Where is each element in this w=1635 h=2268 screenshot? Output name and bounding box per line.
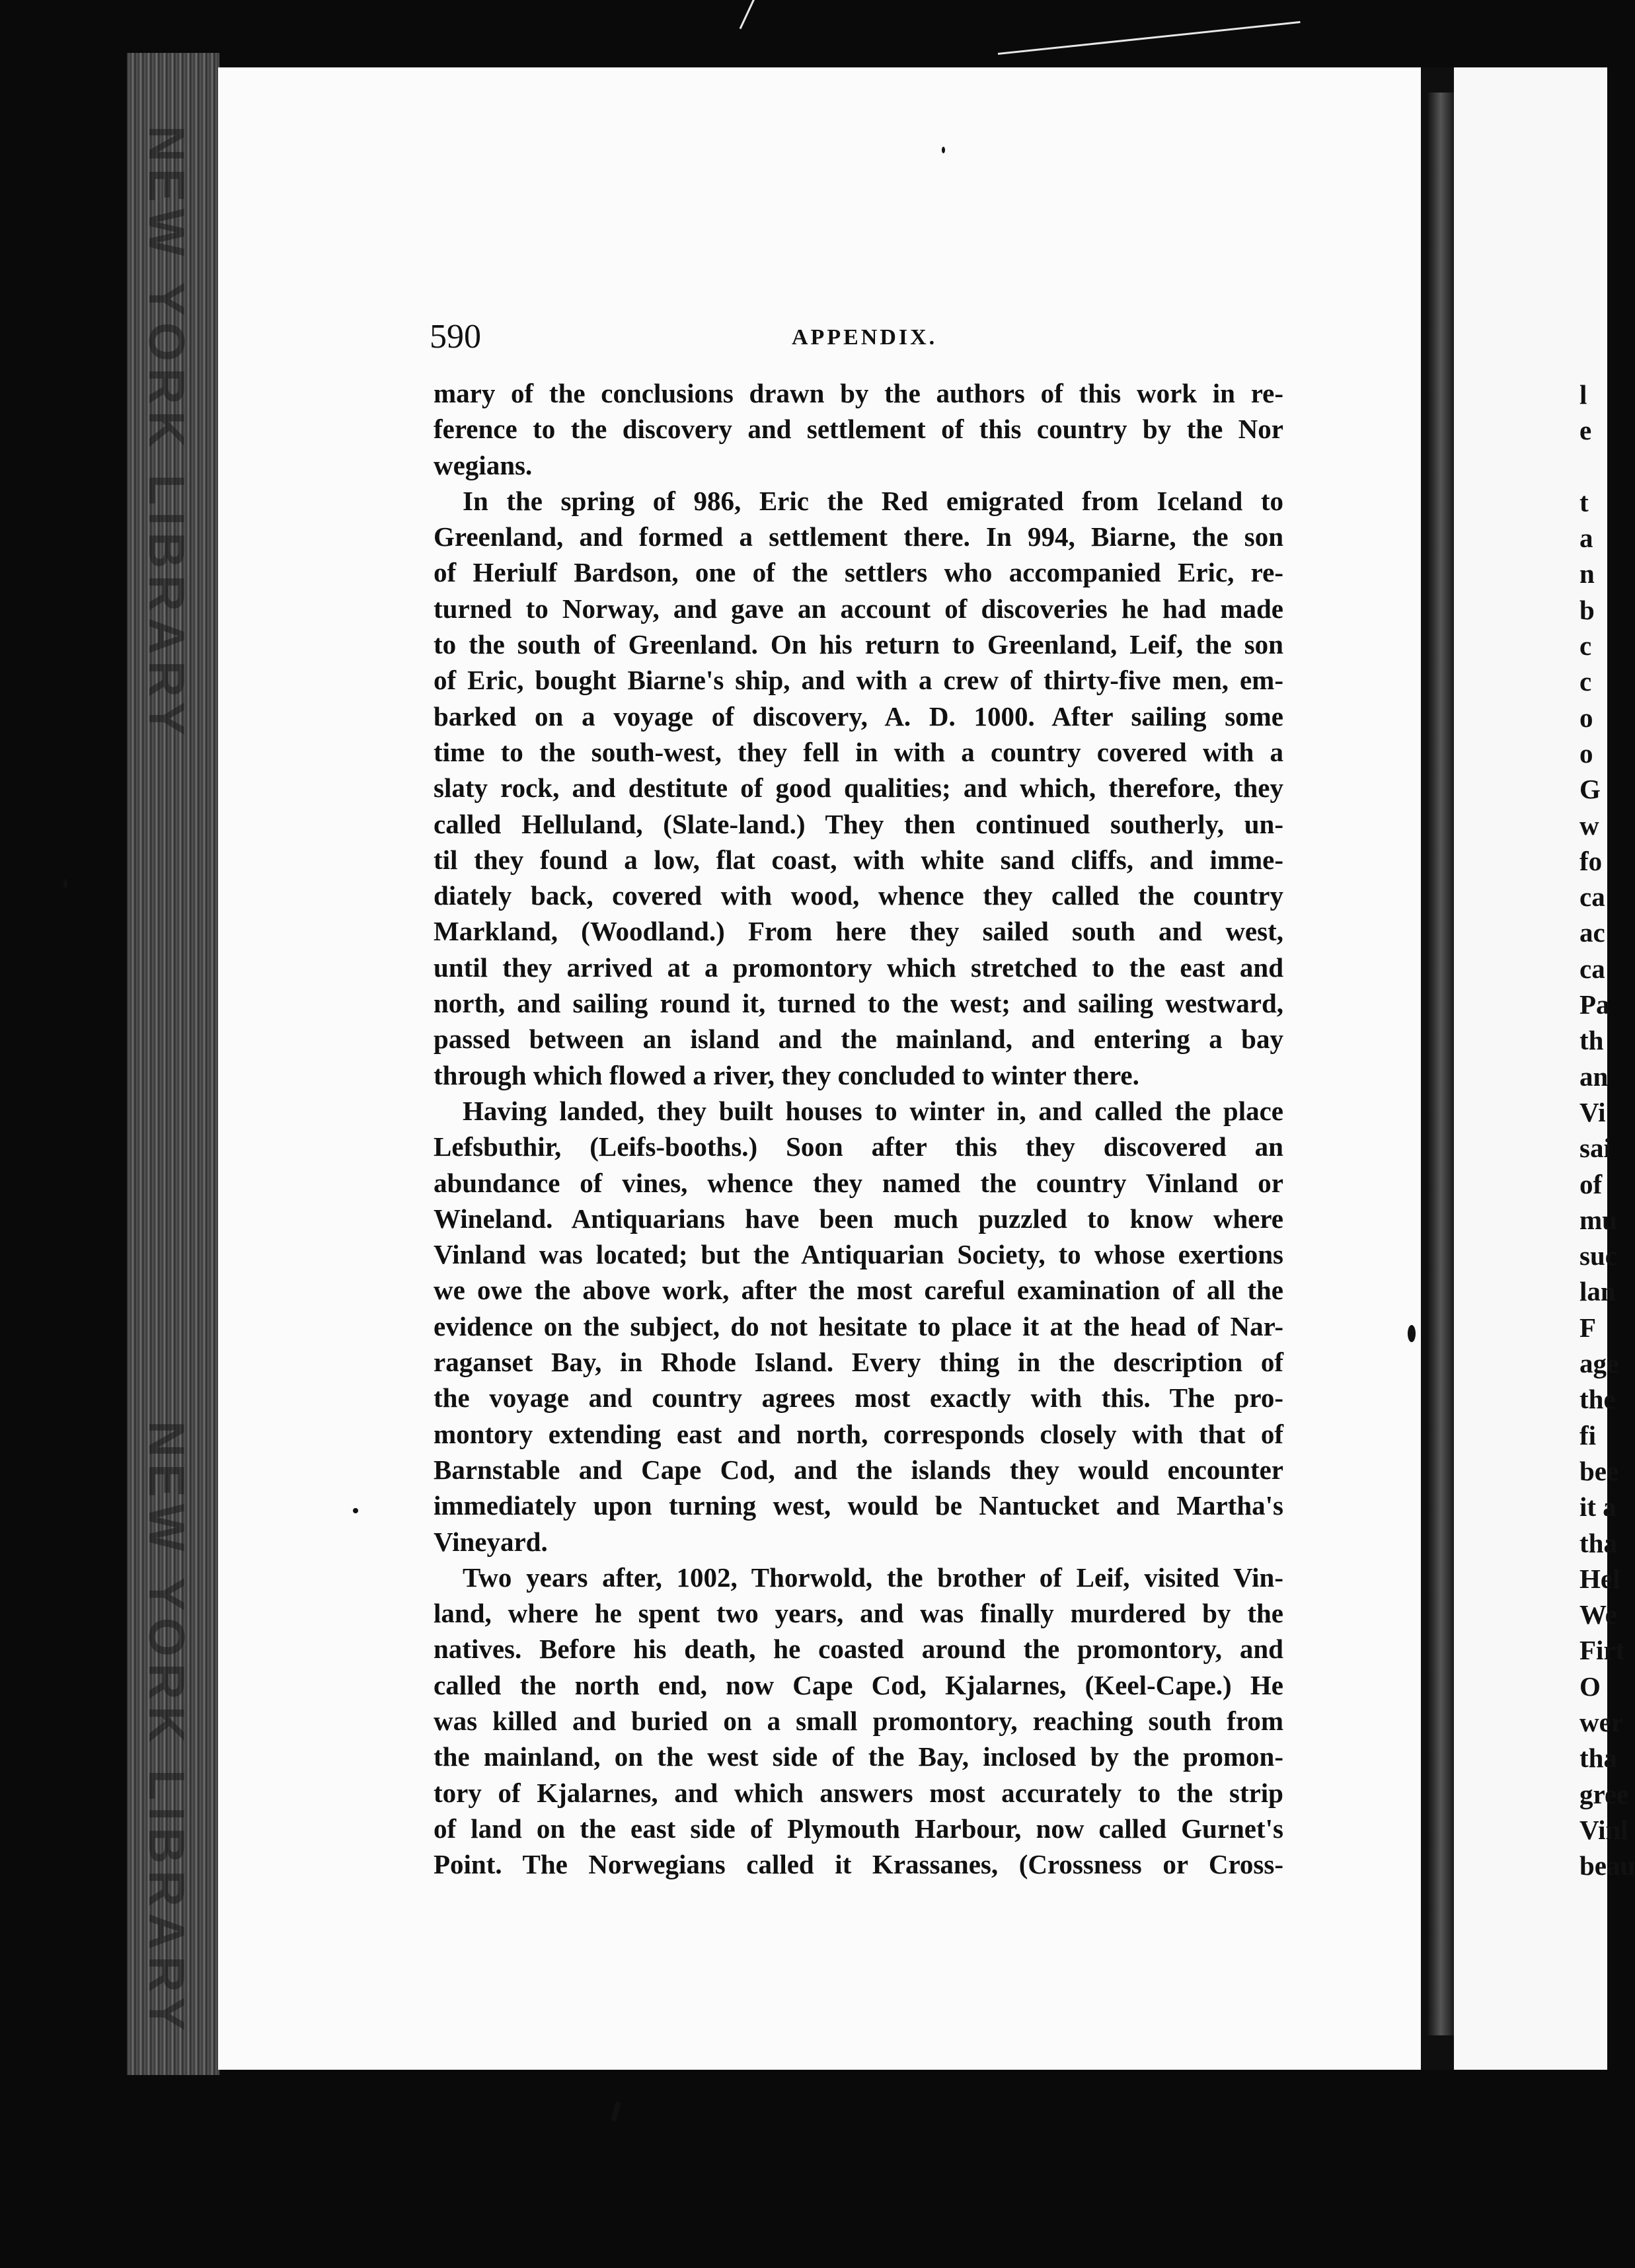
text-line: called the north end, now Cape Cod, Kjalarnes, (Keel-Cape.) He [434, 1669, 1283, 1700]
next-page-fragment: ca [1579, 882, 1605, 913]
text-line: to the south of Greenland. On his return to Greenland, Leif, the son [434, 629, 1283, 660]
text-line: barked on a voyage of discovery, A. D. 1000. After sailing some [434, 700, 1283, 732]
ink-speck [63, 879, 67, 888]
next-page-fragment: b [1579, 594, 1595, 625]
text-line: of Eric, bought Biarne's ship, and with a crew of thirty-five men, em- [434, 665, 1283, 696]
text-line: montory extending east and north, corresponds closely with that of [434, 1418, 1283, 1449]
next-page-fragment: e [1579, 415, 1592, 446]
text-line: abundance of vines, whence they named the country Vinland or [434, 1167, 1283, 1198]
text-line: Point. The Norwegians called it Krassanes, (Crossness or Cross- [434, 1849, 1283, 1880]
next-page-fragment: it a [1579, 1492, 1616, 1523]
text-line: diately back, covered with wood, whence they called the country [434, 880, 1283, 911]
body-text [434, 375, 1283, 1882]
next-page-fragment: tha [1579, 1527, 1617, 1558]
ink-speck [942, 147, 945, 153]
text-line: evidence on the subject, do not hesitate to place it at the head of Nar- [434, 1310, 1283, 1342]
film-scratch [740, 0, 767, 29]
text-line: Vinland was located; but the Antiquarian Society, to whose exertions [434, 1239, 1283, 1270]
text-line: was killed and buried on a small promontory, reaching south from [434, 1705, 1283, 1736]
text-line: through which flowed a river, they concluded to winter there. [434, 1059, 1139, 1090]
next-page-fragment: gree [1579, 1778, 1629, 1809]
next-page-fragment: t [1579, 486, 1589, 517]
next-page-fragment: ca [1579, 953, 1605, 984]
text-line: Barnstable and Cape Cod, and the islands they would encounter [434, 1454, 1283, 1485]
text-line: wegians. [434, 449, 533, 480]
next-page-fragment: lan [1579, 1276, 1616, 1307]
page-number: 590 [430, 318, 481, 356]
text-line: raganset Bay, in Rhode Island. Every thing in the description of [434, 1347, 1283, 1378]
ink-speck [1408, 1325, 1416, 1342]
next-page-fragment [1579, 449, 1619, 484]
text-line: natives. Before his death, he coasted around the promontory, and [434, 1634, 1283, 1665]
film-scratch [998, 21, 1301, 55]
text-line: we owe the above work, after the most careful examination of all the [434, 1275, 1283, 1306]
text-line: In the spring of 986, Eric the Red emigrated from Iceland to [463, 485, 1283, 516]
text-line: til they found a low, flat coast, with white sand cliffs, and imme- [434, 844, 1283, 875]
ink-speck [353, 1508, 358, 1513]
text-line: of Heriulf Bardson, one of the settlers who accompanied Eric, re- [434, 557, 1283, 588]
next-page-fragment: O [1579, 1671, 1601, 1702]
text-line: Markland, (Woodland.) From here they sailed south and west, [434, 916, 1283, 947]
text-line: ference to the discovery and settlement of this country by the Nor [434, 414, 1283, 445]
ink-speck [611, 2101, 621, 2121]
next-page-fragment: tha [1579, 1743, 1617, 1774]
text-line: Two years after, 1002, Thorwold, the brother of Leif, visited Vin- [463, 1562, 1283, 1593]
spine-library-stamp-bottom: NEW YORK LIBRARY [138, 1421, 194, 2037]
next-page-fragment: ac [1579, 917, 1605, 948]
next-page-fragment: c [1579, 630, 1592, 662]
next-page-fragment: w [1579, 810, 1599, 841]
next-page-fragment: sai [1579, 1133, 1611, 1164]
next-page-fragment: Vi [1579, 1096, 1606, 1127]
next-page-fragment: bee [1579, 1455, 1619, 1486]
next-page-fragment: wer [1579, 1706, 1624, 1737]
text-line: Wineland. Antiquarians have been much puzzled to know where [434, 1203, 1283, 1234]
text-line: Lefsbuthir, (Leifs-booths.) Soon after this they discovered an [434, 1131, 1283, 1162]
next-page-fragment: Vinl [1579, 1814, 1628, 1845]
text-line: Vineyard. [434, 1526, 548, 1557]
next-page-fragment: n [1579, 558, 1595, 589]
text-line: north, and sailing round it, turned to the west; and sailing westward, [434, 988, 1283, 1019]
next-page-fragment: o [1579, 702, 1593, 733]
next-page-fragment: a [1579, 523, 1593, 554]
text-line: mary of the conclusions drawn by the authors of this work in re- [434, 378, 1283, 408]
next-page-fragment: mu [1579, 1204, 1617, 1235]
text-line: of land on the east side of Plymouth Harbour, now called Gurnet's [434, 1813, 1283, 1844]
next-page-fragment: c [1579, 666, 1592, 697]
next-page-fragment: beau [1579, 1850, 1635, 1881]
text-line: immediately upon turning west, would be Nantucket and Martha's [434, 1490, 1283, 1521]
next-page-fragment: Hel [1579, 1563, 1620, 1594]
next-page-fragment: Pa [1579, 989, 1610, 1020]
page-header [430, 317, 1275, 363]
text-line: land, where he spent two years, and was finally murdered by the [434, 1598, 1283, 1629]
next-page-fragment: an [1579, 1061, 1609, 1092]
next-page-fragment: Firt [1579, 1635, 1625, 1666]
next-page-fragment: age [1579, 1348, 1619, 1379]
next-page-fragment: the [1579, 1384, 1616, 1415]
next-page-fragment: o [1579, 737, 1593, 769]
text-line: until they arrived at a promontory which stretched to the east and [434, 952, 1283, 983]
text-line: Greenland, and formed a settlement there. In 994, Biarne, the son [434, 521, 1283, 552]
next-page-fragment: l [1579, 379, 1587, 410]
next-page-text-fragments [1579, 377, 1635, 1883]
running-head: APPENDIX. [792, 325, 938, 350]
next-page-fragment: th [1579, 1025, 1604, 1056]
text-line: slaty rock, and destitute of good qualities; and which, therefore, they [434, 773, 1283, 804]
next-page-fragment: of [1579, 1168, 1603, 1199]
next-page-edge [1427, 93, 1454, 2035]
text-line: passed between an island and the mainland, and entering a bay [434, 1024, 1283, 1055]
spine-library-stamp-top: NEW YORK LIBRARY [138, 126, 194, 742]
text-line: called Helluland, (Slate-land.) They then continued southerly, un- [434, 808, 1283, 839]
text-line: turned to Norway, and gave an account of discoveries he had made [434, 593, 1283, 624]
text-line: Having landed, they built houses to winter in, and called the place [463, 1095, 1283, 1126]
next-page-fragment: We [1579, 1599, 1617, 1630]
next-page-fragment: fo [1579, 845, 1603, 876]
text-line: time to the south-west, they fell in with a country covered with a [434, 736, 1283, 767]
text-line: tory of Kjalarnes, and which answers most accurately to the strip [434, 1777, 1283, 1808]
text-line: the mainland, on the west side of the Bay, inclosed by the promon- [434, 1741, 1283, 1772]
next-page-fragment: G [1579, 774, 1601, 805]
text-line: the voyage and country agrees most exactly with this. The pro- [434, 1382, 1283, 1414]
next-page-fragment: fi [1579, 1419, 1597, 1451]
next-page-fragment: F [1579, 1312, 1597, 1343]
next-page-fragment: suc [1579, 1240, 1617, 1271]
